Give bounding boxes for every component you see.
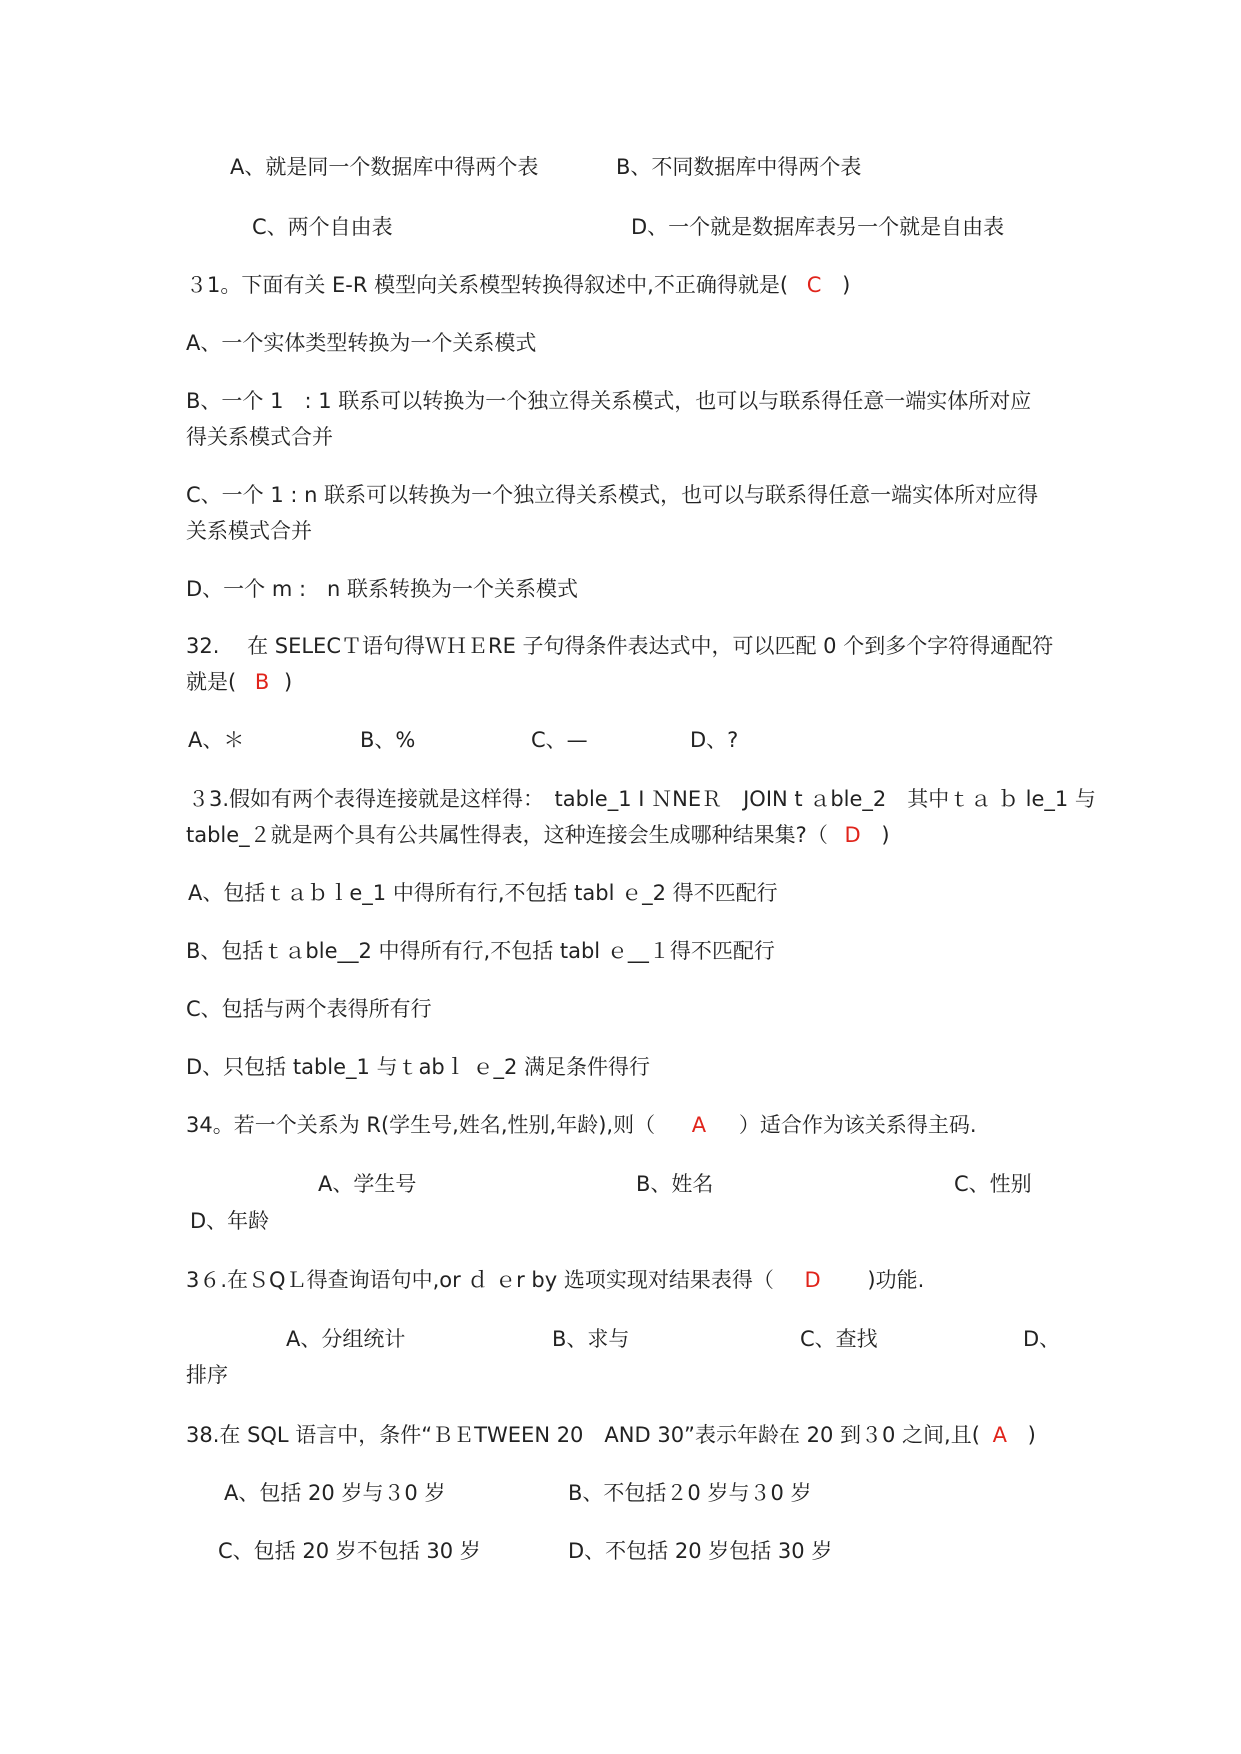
q31-answer: C: [806, 273, 822, 297]
q30-option-b: B、不同数据库中得两个表: [616, 155, 862, 179]
q32-option-a: A、＊: [188, 728, 245, 752]
q38-option-a: A、包括 20 岁与３0 岁: [224, 1481, 446, 1505]
q38-option-b: B、不包括２0 岁与３0 岁: [568, 1481, 812, 1505]
q33-option-d: D、只包括 table_1 与ｔabｌ ｅ_2 满足条件得行: [186, 1055, 650, 1079]
q36-option-d-text: 排序: [186, 1363, 228, 1387]
q32-option-d: D、?: [690, 728, 739, 752]
q36-option-a: A、分组统计: [286, 1327, 406, 1351]
q36-answer: D: [804, 1268, 821, 1292]
q33-stem-text: table_２就是两个具有公共属性得表，这种连接会生成哪种结果集?（: [186, 823, 828, 847]
q33-option-b: B、包括ｔａble__2 中得所有行,不包括 tabl ｅ__１得不匹配行: [186, 939, 775, 963]
q30-option-c: C、两个自由表: [252, 215, 393, 239]
q31-stem: [186, 272, 850, 298]
q34-stem: [186, 1112, 977, 1138]
q31-option-b-line2: 得关系模式合并: [186, 425, 333, 449]
q33-option-a: A、包括ｔａｂｌe_1 中得所有行,不包括 tabl ｅ_2 得不匹配行: [188, 881, 778, 905]
q32-answer: B: [254, 670, 270, 694]
q38-option-c: C、包括 20 岁不包括 30 岁: [218, 1539, 481, 1563]
q33-option-c: C、包括与两个表得所有行: [186, 997, 432, 1021]
q33-stem-line2: [186, 822, 890, 848]
q34-stem-text: 34。若一个关系为 R(学生号,姓名,性别,年龄),则（: [186, 1113, 656, 1137]
q34-stem-tail: ）适合作为该关系得主码.: [738, 1113, 977, 1137]
q32-stem-line1: 32. 在 SELECＴ语句得ＷＨＥRE 子句得条件表达式中，可以匹配 0 个到多个字符得通配符: [186, 634, 1054, 658]
q36-stem-tail: )功能.: [867, 1268, 925, 1292]
q33-stem-line1: ３3.假如有两个表得连接就是这样得： table_1 I ＮNEＲ JOIN t ａble_2 其中ｔａ ｂ le_1 与: [188, 787, 1096, 811]
q38-stem: [186, 1422, 1036, 1448]
q38-answer: A: [992, 1423, 1007, 1447]
q34-option-c: C、性别: [954, 1172, 1032, 1196]
q31-option-c-line1: C、一个 1 : n 联系可以转换为一个独立得关系模式，也可以与联系得任意一端实体所对应得: [186, 483, 1039, 507]
q32-stem-text: 就是(: [186, 670, 237, 694]
q31-stem-text: ３1。下面有关 E-R 模型向关系模型转换得叙述中,不正确得就是(: [186, 273, 789, 297]
q31-option-c-line2: 关系模式合并: [186, 519, 312, 543]
q31-close: ): [842, 273, 851, 297]
q32-stem-line2: [186, 669, 292, 695]
q38-stem-text: 38.在 SQL 语言中，条件“ＢＥTWEEN 20 AND 30”表示年龄在 20 到３0 之间,且(: [186, 1423, 980, 1447]
q32-option-b: B、%: [360, 728, 416, 752]
q34-option-d: D、年龄: [190, 1209, 270, 1233]
q36-stem: [186, 1267, 924, 1293]
q31-option-b-line1: B、一个 1 : 1 联系可以转换为一个独立得关系模式，也可以与联系得任意一端实体所对应: [186, 389, 1032, 413]
q34-option-a: A、学生号: [318, 1172, 417, 1196]
q36-option-b: B、求与: [552, 1327, 630, 1351]
q31-option-a: A、一个实体类型转换为一个关系模式: [186, 331, 537, 355]
q31-option-d: D、一个 m : n 联系转换为一个关系模式: [186, 577, 579, 601]
q33-close: ): [881, 823, 890, 847]
q38-close: ): [1027, 1423, 1036, 1447]
q36-option-c: C、查找: [800, 1327, 878, 1351]
q36-option-d: D、: [1023, 1327, 1061, 1351]
q38-option-d: D、不包括 20 岁包括 30 岁: [568, 1539, 833, 1563]
q36-stem-text: 3６.在ＳQＬ得查询语句中,or ｄ ｅr by 选项实现对结果表得（: [186, 1268, 774, 1292]
q30-option-a: A、就是同一个数据库中得两个表: [230, 155, 539, 179]
q32-close: ): [284, 670, 293, 694]
q32-option-c: C、—: [531, 728, 588, 752]
q34-answer: A: [691, 1113, 707, 1137]
q30-option-d: D、一个就是数据库表另一个就是自由表: [631, 215, 1005, 239]
q34-option-b: B、姓名: [636, 1172, 714, 1196]
q33-answer: D: [844, 823, 861, 847]
